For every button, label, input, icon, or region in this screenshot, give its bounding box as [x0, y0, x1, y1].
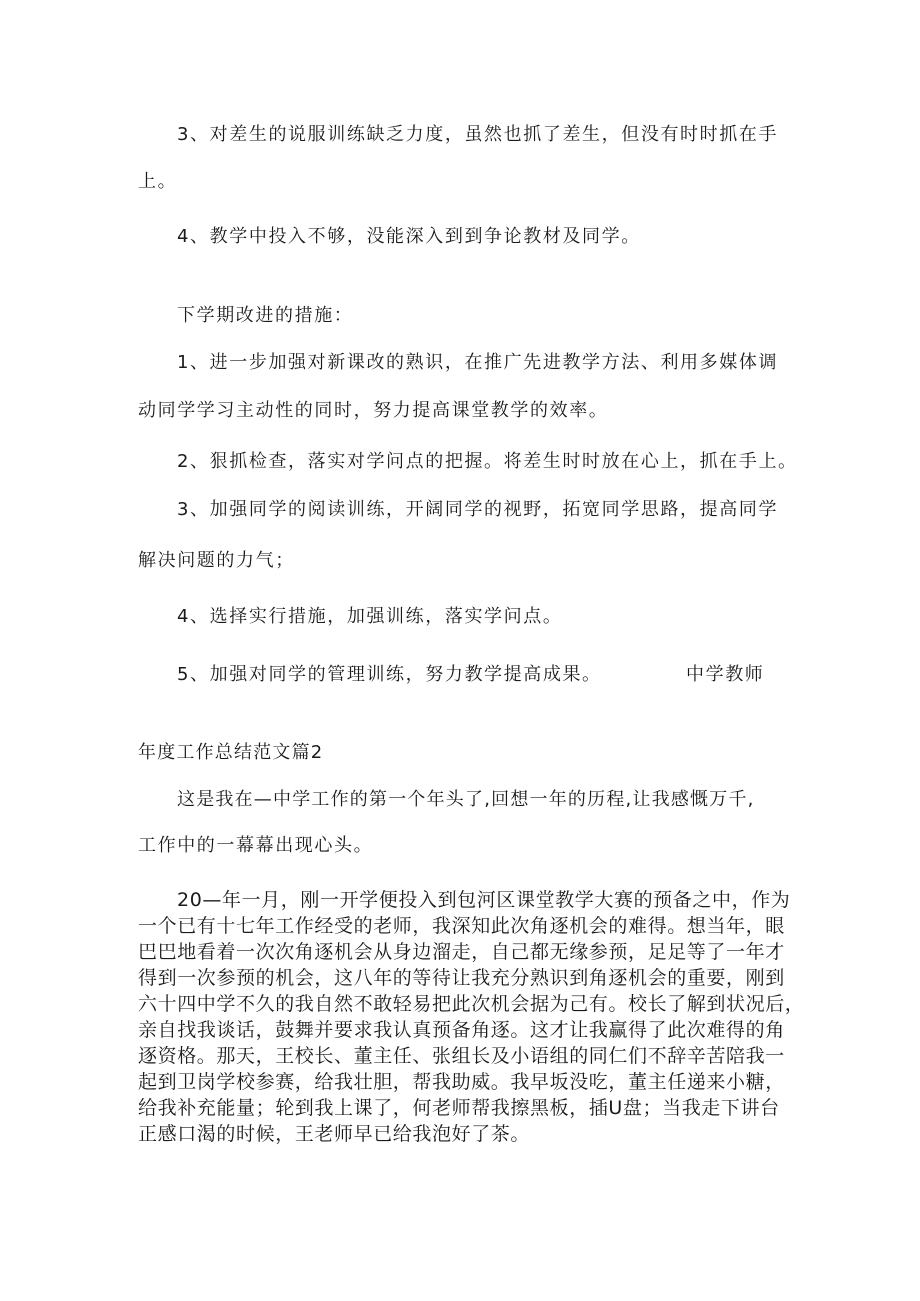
paragraph-line: 得到一次参预的机会，这八年的等待让我充分熟识到角逐机会的重要，刚到 [138, 967, 785, 989]
paragraph-line: 逐资格。那天，王校长、董主任、张组长及小语组的同仁们不辞辛苦陪我一 [138, 1045, 785, 1067]
paragraph-line: 20—年一月，刚一开学便投入到包河区课堂教学大赛的预备之中，作为 [177, 889, 791, 911]
weakness-item-4: 4、教学中投入不够，没能深入到到争论教材及同学。 [177, 226, 641, 247]
intro-line-1: 这是我在—中学工作的第一个年头了,回想一年的历程,让我感慨万千, [177, 789, 755, 810]
paragraph-line: 六十四中学不久的我自然不敢轻易把此次机会据为己有。校长了解到状况后， [138, 993, 805, 1015]
intro-line-2: 工作中的一幕幕出现心头。 [138, 835, 374, 856]
paragraph-line: 正感口渴的时候，王老师早已给我泡好了茶。 [138, 1123, 531, 1145]
weakness-item-3-line-2: 上。 [138, 171, 178, 192]
signature: 中学教师 [686, 664, 765, 685]
improvement-item-3-line-2: 解决问题的力气； [138, 550, 295, 571]
paragraph-line: 巴巴地看着一次次角逐机会从身边溜走，自己都无缘参预，足足等了一年才 [138, 941, 785, 963]
improvement-item-1-line-1: 1、进一步加强对新课改的熟识，在推广先进教学方法、利用多媒体调 [177, 352, 779, 373]
improvement-item-2: 2、狠抓检查，落实对学问点的把握。将差生时时放在心上，抓在手上。 [177, 451, 798, 472]
improvement-item-3-line-1: 3、加强同学的阅读训练，开阔同学的视野，拓宽同学思路，提高同学 [177, 499, 779, 520]
paragraph-line: 给我补充能量；轮到我上课了，何老师帮我擦黑板，插U盘；当我走下讲台 [138, 1097, 780, 1119]
paragraph-line: 一个已有十七年工作经受的老师，我深知此次角逐机会的难得。想当年，眼 [138, 915, 785, 937]
paragraph-line: 起到卫岗学校参赛，给我壮胆，帮我助威。我早坂没吃，董主任递来小糖， [138, 1071, 785, 1093]
improvement-item-5: 5、加强对同学的管理训练，努力教学提高成果。 [177, 664, 602, 685]
improvements-heading: 下学期改进的措施： [177, 305, 354, 326]
improvement-item-1-line-2: 动同学学习主动性的同时，努力提高课堂教学的效率。 [138, 400, 609, 421]
improvement-item-4: 4、选择实行措施，加强训练，落实学问点。 [177, 606, 563, 627]
weakness-item-3-line-1: 3、对差生的说服训练缺乏力度，虽然也抓了差生，但没有时时抓在手 [177, 124, 779, 145]
paragraph-line: 亲自找我谈话，鼓舞并要求我认真预备角逐。这才让我赢得了此次难得的角 [138, 1019, 785, 1041]
article-title: 年度工作总结范文篇2 [138, 742, 324, 763]
